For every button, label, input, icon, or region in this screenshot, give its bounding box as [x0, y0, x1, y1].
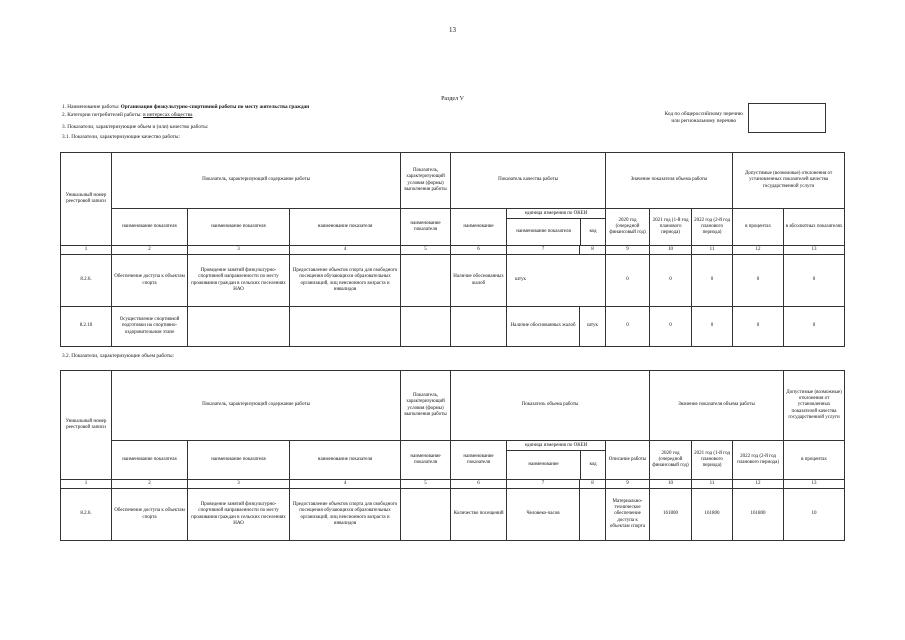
quality-caption: 3.1. Показатели, характеризующие качество работы: — [62, 134, 180, 140]
vt-r1-c11: 161800 — [692, 489, 733, 541]
col-number: 7 — [507, 246, 580, 255]
qt-r1-c12: 0 — [733, 255, 784, 307]
col-number: 13 — [784, 480, 845, 489]
table-row — [61, 255, 845, 307]
qt-r2-c12: 0 — [733, 307, 784, 347]
qt-col-numbers — [61, 246, 845, 255]
vt-r1-c2: Обеспечение доступа к объектам спорта — [112, 489, 188, 541]
vt-h-description: Описание работы — [606, 441, 650, 480]
qt-r1-c2: Обеспечение доступа к объектам спорта — [112, 255, 188, 307]
vt-h-name-ind: наименование показателя — [112, 441, 188, 480]
qt-h-deviations: Допустимые (возможные) отклонения от установленных показателей качества государственной услуги — [733, 153, 845, 209]
qt-r1-c6: Наличие обоснованных жалоб — [451, 255, 507, 307]
vt-h-y2020: 2020 год (очередной финансовый год) — [650, 441, 692, 480]
vt-r1-c1: 8.2.6. — [61, 489, 112, 541]
table-row — [61, 307, 845, 347]
col-number: 2 — [112, 480, 188, 489]
qt-r1-c9: 0 — [606, 255, 650, 307]
indicators-line: 3. Показатели, характеризующие объем и (или) качество работы: — [62, 124, 209, 130]
qt-h-unit-name: наименование показателя — [507, 219, 581, 245]
code-box-value — [748, 104, 825, 133]
table-row — [61, 489, 845, 541]
qt-h-unique: Уникальный номер реестровой записи — [61, 153, 112, 246]
vt-h-content: Показатель, характеризующий содержание работы — [112, 371, 401, 441]
qt-r1-c10: 0 — [650, 255, 692, 307]
vt-r1-c13: 10 — [784, 489, 845, 541]
col-number: 7 — [507, 480, 580, 489]
volume-caption: 3.2. Показатели, характеризующие объем работы: — [62, 353, 175, 359]
vt-r1-c3: Проведение занятий физкультурно-спортивной направленности по месту проживания граждан в сельских поселениях НАО — [188, 489, 290, 541]
col-number: 12 — [733, 480, 784, 489]
col-number: 9 — [606, 480, 650, 489]
vt-r1-c12: 161800 — [733, 489, 784, 541]
col-number: 5 — [401, 246, 451, 255]
vt-r1-c8 — [580, 489, 606, 541]
qt-r2-c6 — [451, 307, 507, 347]
qt-h-unit-code: код — [589, 228, 597, 234]
qt-r2-c4 — [290, 307, 401, 347]
col-number: 3 — [188, 480, 290, 489]
vt-h-volume: Показатель объема работы — [451, 371, 650, 441]
qt-h-unit-cell — [507, 209, 606, 246]
qt-r2-c1: 8.2.10 — [61, 307, 112, 347]
qt-r2-c13: 0 — [784, 307, 845, 347]
vt-h-unit-name: наименование — [507, 451, 581, 479]
qt-r2-c7: Наличие обоснованных жалоб — [507, 307, 580, 347]
col-number: 9 — [606, 246, 650, 255]
col-number: 4 — [290, 480, 401, 489]
qt-r1-c1: 8.2.6. — [61, 255, 112, 307]
col-number: 3 — [188, 246, 290, 255]
col-number: 10 — [650, 246, 692, 255]
vt-col-numbers — [61, 480, 845, 489]
consumers-line — [62, 111, 192, 119]
vt-h-unit-cell — [507, 441, 606, 480]
qt-h-name: наименование — [451, 209, 507, 246]
vt-h-deviations: Допустимые (возможные) отклонения от установленных показателей качества государственной услуги — [784, 371, 845, 441]
qt-h-y2021: 2021 год (1-й год планового периода) — [650, 209, 692, 246]
vt-h-name-ind4: наименование показателя — [401, 441, 451, 480]
col-number: 6 — [451, 246, 507, 255]
vt-h-values: Значение показателя объема работы — [650, 371, 784, 441]
qt-h-unit: единица измерения по ОКЕИ — [507, 209, 605, 219]
col-number: 13 — [784, 246, 845, 255]
vt-h-unique: Уникальный номер реестровой записи — [61, 371, 112, 480]
col-number: 4 — [290, 246, 401, 255]
consumers-label: 2. Категории потребителей работы: — [62, 112, 142, 118]
qt-h-quality: Показатель качества работы — [451, 153, 606, 209]
qt-r1-c4: Предоставление объектов спорта для свободного посещения обучающихся образовательных организаций, лиц пенсионного возраста и инвалидов — [290, 255, 401, 307]
qt-h-conditions: Показатель, характеризующий условия (формы) выполнения работы — [401, 153, 451, 209]
qt-h-name-ind2: наименование показателя — [188, 209, 290, 246]
vt-r1-c4: Предоставление объектов спорта для свободного посещения обучающихся образовательных организаций, лиц пенсионного возраста и инвалидов — [290, 489, 401, 541]
qt-r2-c5 — [401, 307, 451, 347]
qt-r1-c11: 0 — [692, 255, 733, 307]
qt-r1-c7: штук — [507, 255, 606, 307]
qt-h-absolute: в абсолютных показателях — [784, 209, 845, 246]
vt-r1-c9: Материально-техническое обеспечение доступа к объектам спорта — [606, 489, 650, 541]
qt-h-y2020: 2020 год (очередной финансовый год) — [606, 209, 650, 246]
qt-h-name-ind3: наименование показателя — [290, 209, 401, 246]
qt-r1-c5 — [401, 255, 451, 307]
qt-h-y2022: 2022 год (2-й год планового периода) — [692, 209, 733, 246]
vt-h-name-ind3: наименование показателя — [290, 441, 401, 480]
qt-r2-c11: 0 — [692, 307, 733, 347]
qt-h-name-ind: наименование показателя — [112, 209, 188, 246]
col-number: 11 — [692, 480, 733, 489]
vt-h-unit-code: код — [589, 461, 597, 467]
vt-h-name-ind2: наименование показателя — [188, 441, 290, 480]
col-number: 5 — [401, 480, 451, 489]
work-name-value: Организация физкультурно-спортивной работы по месту жительства граждан — [120, 104, 310, 110]
col-number: 6 — [451, 480, 507, 489]
vt-h-name-ind5: наименование показателя — [451, 441, 507, 480]
section-title: Раздел V — [441, 96, 464, 102]
qt-r2-c2: Осуществление спортивной подготовки на спортивно-оздоровительном этапе — [112, 307, 188, 347]
col-number: 1 — [61, 480, 112, 489]
qt-r2-c8: штук — [580, 307, 606, 347]
qt-h-content: Показатель, характеризующий содержание работы — [112, 153, 401, 209]
vt-h-percent: в процентах — [784, 441, 845, 480]
col-number: 8 — [580, 480, 606, 489]
vt-r1-c5 — [401, 489, 451, 541]
vt-h-conditions: Показатель, характеризующий условия (формы) выполнения работы — [401, 371, 451, 441]
qt-r2-c10: 0 — [650, 307, 692, 347]
volume-table — [60, 370, 845, 541]
qt-r1-c13: 0 — [784, 255, 845, 307]
qt-r1-c3: Проведение занятий физкультурно-спортивной направленности по месту проживания граждан в сельских поселениях НАО — [188, 255, 290, 307]
quality-table — [60, 152, 845, 347]
col-number: 10 — [650, 480, 692, 489]
col-number: 2 — [112, 246, 188, 255]
vt-h-unit: единица измерения по ОКЕИ — [507, 441, 605, 451]
col-number: 8 — [580, 246, 606, 255]
vt-h-y2021: 2021 год (1-й год планового периода) — [692, 441, 733, 480]
code-box-label: Код по общероссийскому перечню или региональному перечню — [664, 111, 743, 124]
vt-r1-c6: Количество посещений — [451, 489, 507, 541]
vt-r1-c10: 161800 — [650, 489, 692, 541]
page-number: 13 — [449, 26, 456, 34]
consumers-value: в интересах общества — [143, 112, 193, 118]
work-name-label: 1. Наименование работы: — [62, 104, 120, 110]
code-box — [660, 103, 826, 133]
vt-h-y2022: 2022 год (2-й год планового периода) — [733, 441, 784, 480]
qt-r2-c9: 0 — [606, 307, 650, 347]
qt-h-percent: в процентах — [733, 209, 784, 246]
col-number: 11 — [692, 246, 733, 255]
qt-h-values: Значение показателя объема работы — [606, 153, 733, 209]
col-number: 1 — [61, 246, 112, 255]
qt-r2-c3 — [188, 307, 290, 347]
vt-r1-c7: Человеко-часов — [507, 489, 580, 541]
qt-h-name-ind4: наименование показателя — [401, 209, 451, 246]
col-number: 12 — [733, 246, 784, 255]
